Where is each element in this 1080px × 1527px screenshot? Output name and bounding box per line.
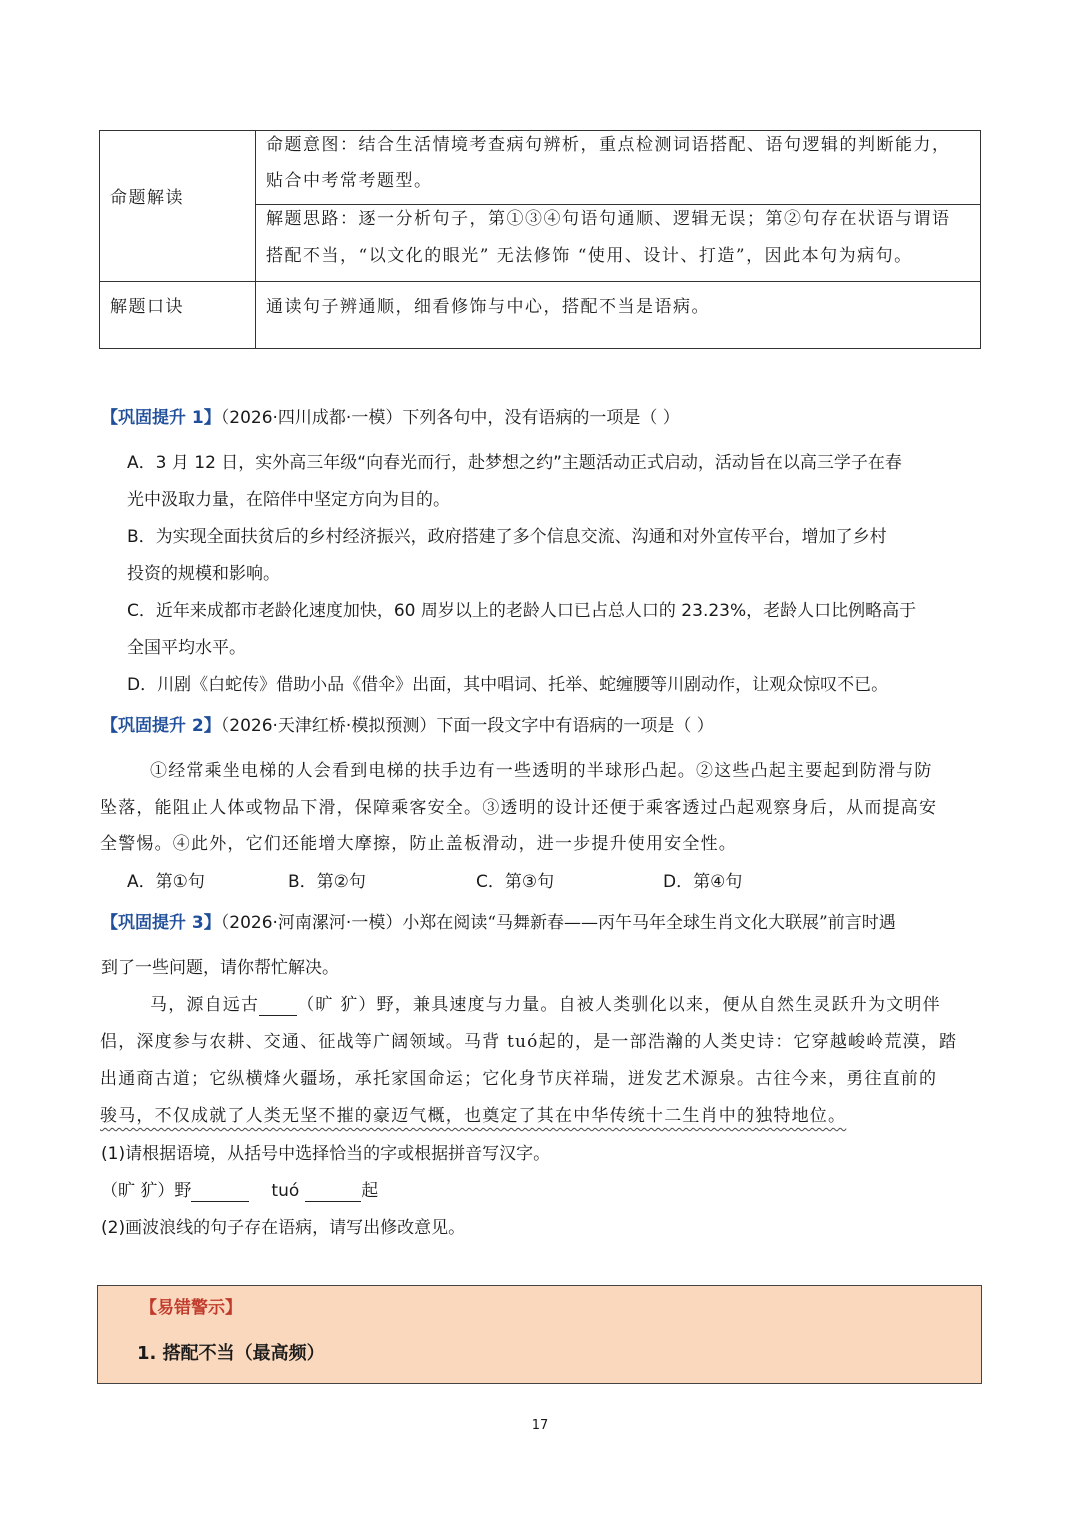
q1-option-b-line1: B．为实现全面扶贫后的乡村经济振兴，政府搭建了多个信息交流、沟通和对外宣传平台，增加了乡村 (127, 527, 887, 547)
table-column-divider (255, 131, 256, 348)
table-row2-label: 解题口诀 (110, 297, 184, 317)
q1-option-b-line2: 投资的规模和影响。 (127, 564, 280, 584)
q1-option-c-line1: C．近年来成都市老龄化速度加快，60 周岁以上的老龄人口已占总人口的 23.23%，老龄人口比例略高于 (127, 601, 917, 621)
q3-header (101, 908, 896, 933)
q3-fill-row (101, 1176, 378, 1202)
table-intent-line1: 命题意图：结合生活情境考查病句辨析，重点检测词语搭配、语句逻辑的判断能力， (266, 135, 951, 155)
q3-subquestion-2: (2)画波浪线的句子存在语病，请写出修改意见。 (101, 1218, 466, 1238)
page-number: 17 (531, 1418, 549, 1433)
q3-passage-rest: （旷 犷）野，兼具速度与力量。自被人类驯化以来，便从自然生灵跃升为文明伴 (297, 995, 941, 1015)
q2-stem: 下面一段文字中有语病的一项是（ ） (436, 716, 714, 736)
q2-label: 【巩固提升 2】 (101, 716, 221, 736)
q2-source: （2026·天津红桥·模拟预测） (220, 716, 437, 736)
q2-option-c: C．第③句 (476, 872, 555, 892)
q2-passage-line2: 坠落，能阻止人体或物品下滑，保障乘客安全。③透明的设计还便于乘客透过凸起观察身后，从而提高安 (100, 798, 938, 818)
q1-option-c-line2: 全国平均水平。 (127, 638, 246, 658)
q1-option-a-line1: A．3 月 12 日，实外高三年级“向春光而行，赴梦想之约”主题活动正式启动，活动旨在以高三学子在春 (127, 453, 902, 473)
table-mnemonic: 通读句子辨通顺，细看修饰与中心，搭配不当是语病。 (266, 297, 710, 317)
q3-stem: 小郑在阅读“马舞新春——丙午马年全球生肖文化大联展”前言时遇 (402, 913, 896, 933)
q3-fill-option: （旷 犷）野 (101, 1181, 192, 1201)
q3-label: 【巩固提升 3】 (101, 913, 221, 933)
q1-source: （2026·四川成都·一模） (220, 408, 403, 428)
q3-passage-start: 马，源自远古 (150, 995, 260, 1015)
q3-passage-line3-text: 出通商古道；它纵横烽火疆场，承托家国命运；它化身节庆祥瑞，迸发艺术源泉。古往今来，勇往直前的 (100, 1069, 938, 1089)
q2-passage-line1: ①经常乘坐电梯的人会看到电梯的扶手边有一些透明的半球形凸起。②这些凸起主要起到防滑与防 (150, 761, 933, 781)
q3-fill-pinyin: tuó (271, 1181, 300, 1201)
q3-passage-line3 (100, 1064, 937, 1089)
warning-title: 【易错警示】 (140, 1298, 242, 1318)
q3-passage-blank[interactable] (259, 995, 297, 1016)
q2-passage-line3: 全警惕。④此外，它们还能增大摩擦，防止盖板滑动，进一步提升使用安全性。 (100, 834, 737, 854)
q2-option-a: A．第①句 (127, 872, 205, 892)
q3-fill-suffix: 起 (361, 1181, 379, 1201)
q3-source: （2026·河南漯河·一模） (220, 913, 403, 933)
q3-fill-blank-1[interactable] (191, 1181, 249, 1202)
analysis-table (99, 130, 981, 349)
table-approach-line2: 搭配不当，“以文化的眼光” 无法修饰 “使用、设计、打造”，因此本句为病句。 (266, 246, 913, 266)
q3-stem-line2: 到了一些问题，请你帮忙解决。 (101, 958, 339, 978)
table-approach-line1: 解题思路：逐一分析句子，第①③④句语句通顺、逻辑无误；第②句存在状语与谓语 (266, 209, 951, 229)
table-row-divider (100, 281, 980, 282)
q3-passage-line2: 侣，深度参与农耕、交通、征战等广阔领域。马背 tuó起的，是一部浩瀚的人类史诗：它穿越峻岭荒漠，踏 (100, 1032, 958, 1052)
table-intent-line2: 贴合中考常考题型。 (266, 171, 433, 191)
q2-option-d: D．第④句 (663, 872, 743, 892)
q3-passage-line1 (150, 990, 941, 1016)
q1-stem: 下列各句中，没有语病的一项是（ ） (402, 408, 680, 428)
q2-header (101, 711, 714, 736)
q3-passage-line4-wavy: 骏马，不仅成就了人类无坚不摧的豪迈气概，也奠定了其在中华传统十二生肖中的独特地位。 (100, 1106, 847, 1126)
q1-option-d: D．川剧《白蛇传》借助小品《借伞》出面，其中唱词、托举、蛇缠腰等川剧动作，让观众惊叹不已。 (127, 675, 889, 695)
q3-subquestion-1: (1)请根据语境，从括号中选择恰当的字或根据拼音写汉字。 (101, 1144, 551, 1164)
q2-option-b: B．第②句 (288, 872, 366, 892)
q1-option-a-line2: 光中汲取力量，在陪伴中坚定方向为目的。 (127, 490, 450, 510)
q1-label: 【巩固提升 1】 (101, 408, 221, 428)
q1-header (101, 403, 680, 428)
q3-fill-blank-2[interactable] (305, 1181, 361, 1202)
table-row1-label: 命题解读 (110, 188, 184, 208)
warning-item: 1. 搭配不当（最高频） (137, 1343, 325, 1364)
